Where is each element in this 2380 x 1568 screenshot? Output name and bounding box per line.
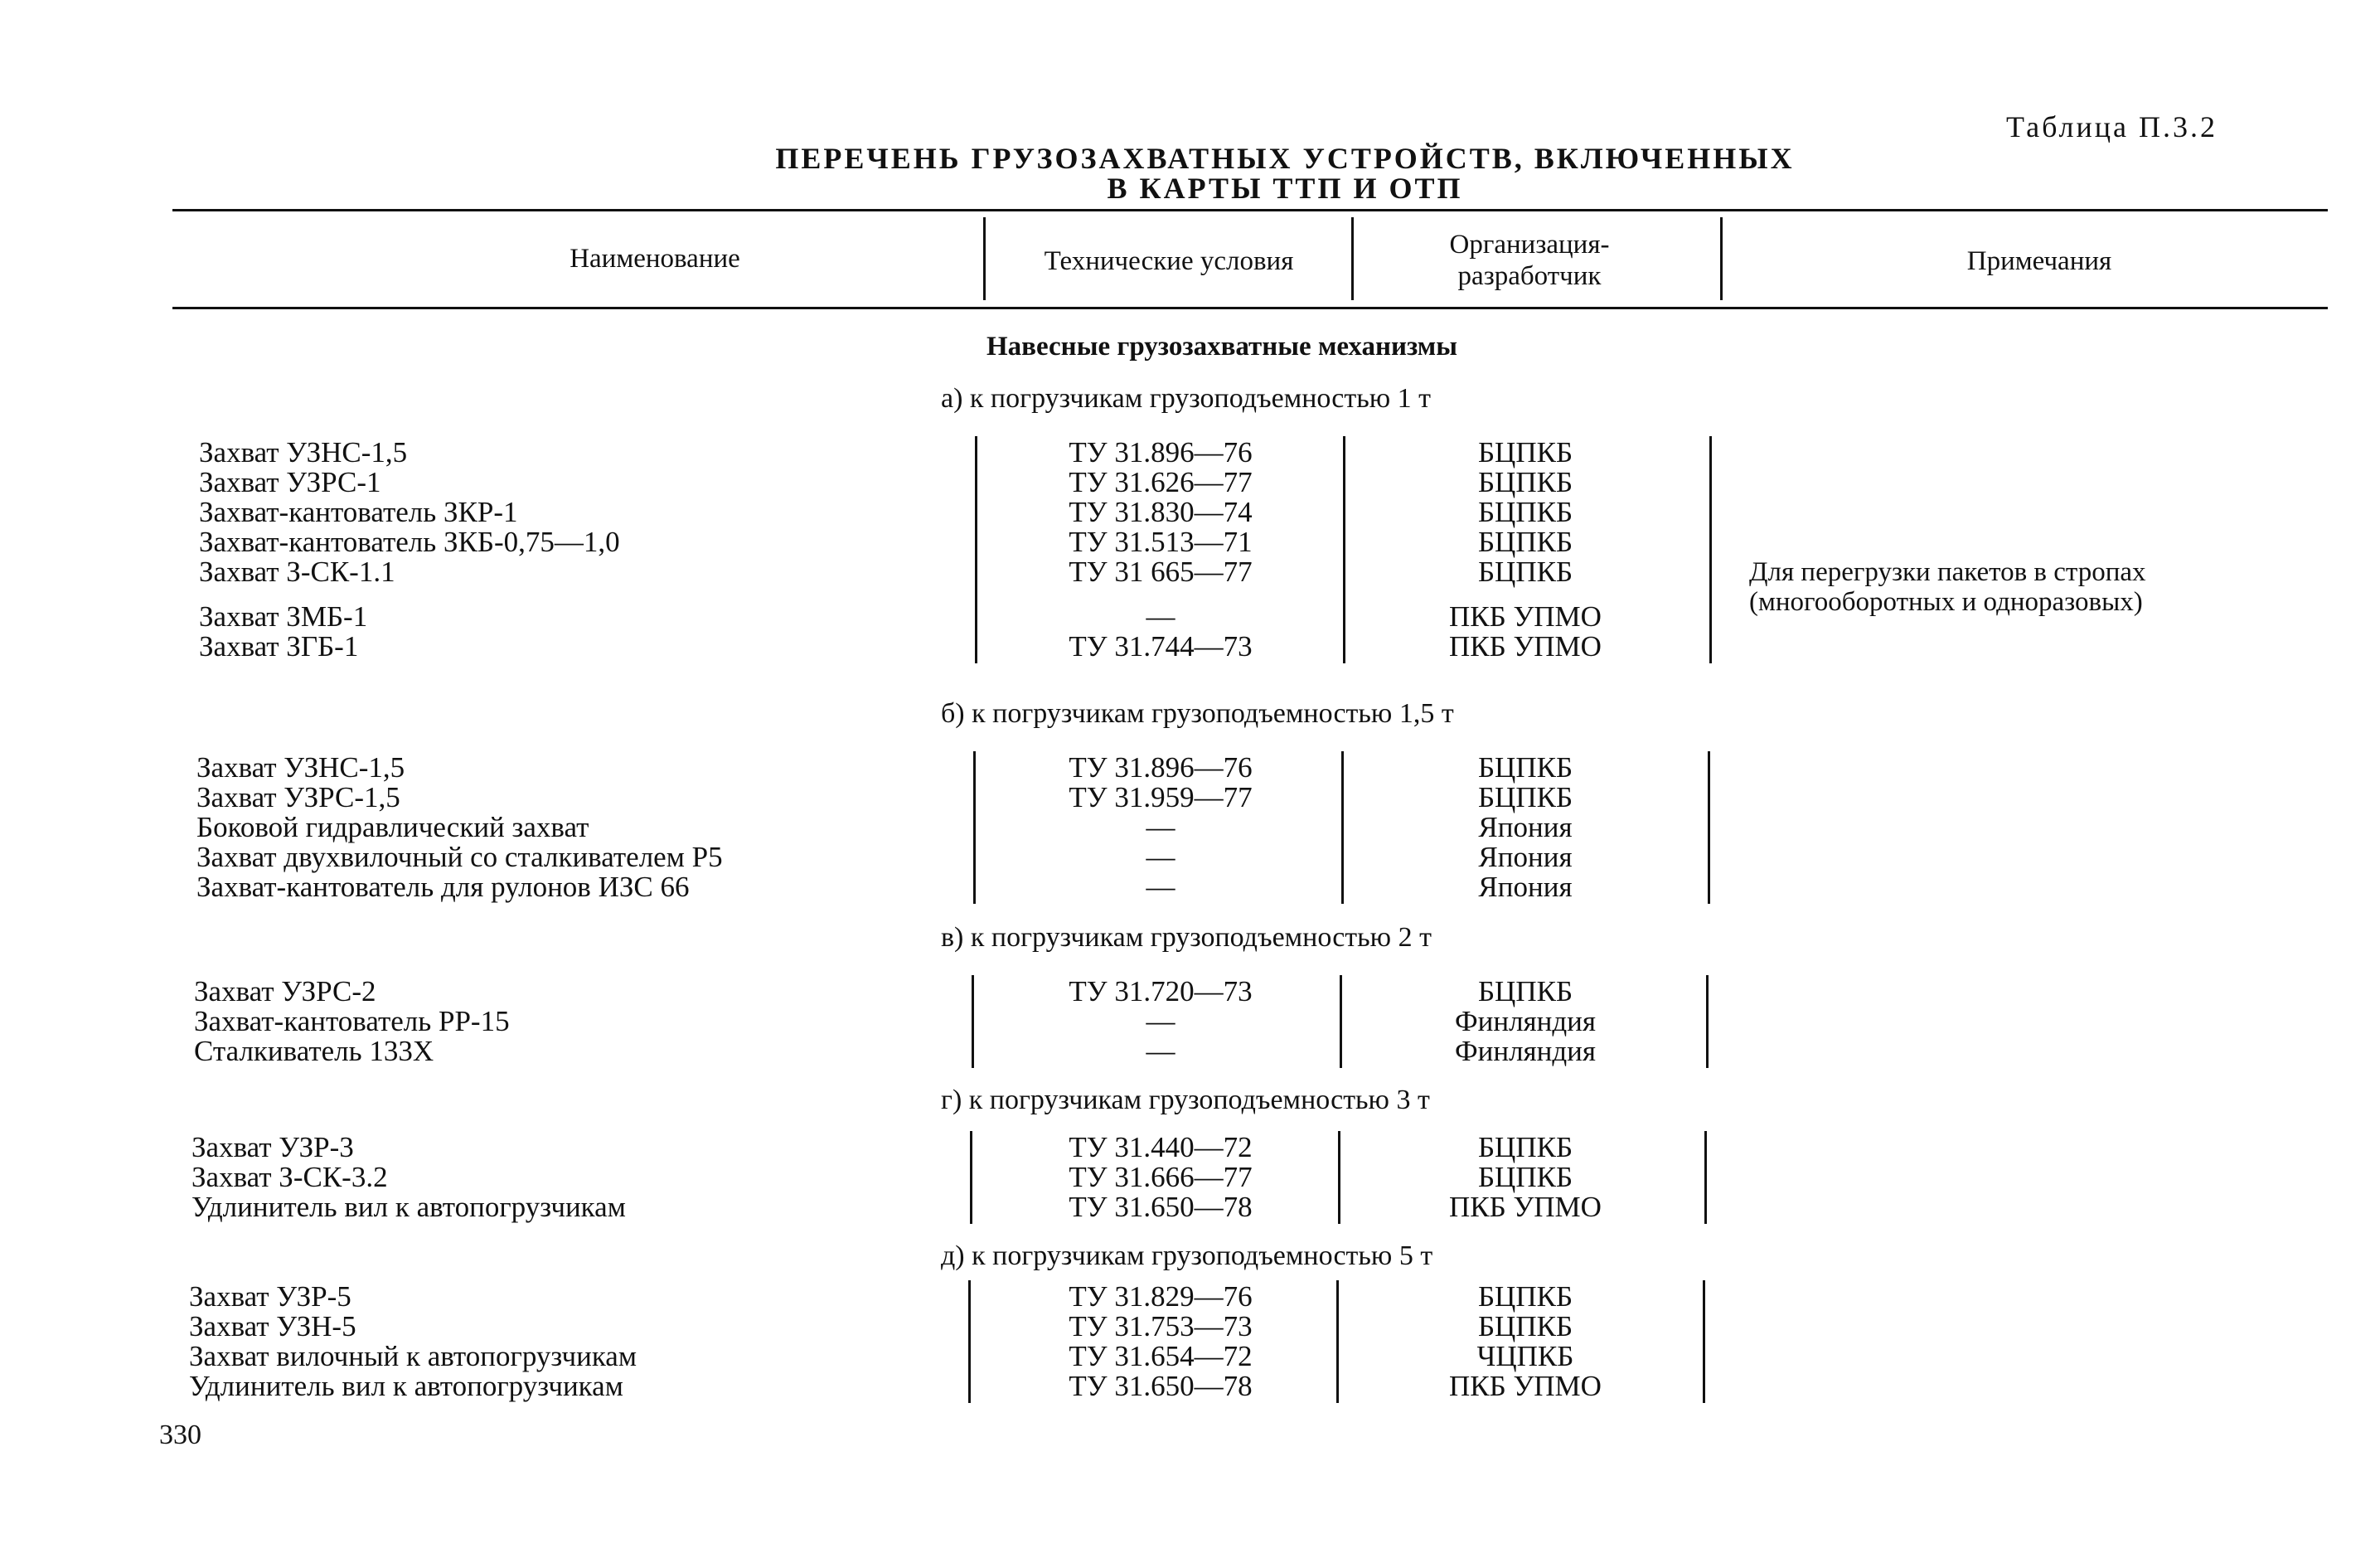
table-label: Таблица П.3.2 [2006,110,2218,143]
item-org: ЧЦПКБ [1476,1340,1574,1372]
column-divider [1351,217,1354,300]
item-org: БЦПКБ [1477,466,1573,498]
item-org: Финляндия [1454,1005,1597,1037]
column-header-name: Наименование [570,244,740,274]
item-spec: ТУ 31 665—77 [1069,556,1253,588]
row-divider [1709,436,1712,663]
item-name: Захват-кантователь ЗКР-1 [199,496,518,528]
item-org: ПКБ УПМО [1449,1191,1602,1223]
item-name: Захват-кантователь РР-15 [194,1005,510,1037]
item-name: Захват УЗН-5 [189,1310,356,1342]
table-title-line2: В КАРТЫ ТТП И ОТП [1107,172,1463,205]
item-org: Япония [1478,841,1573,873]
item-spec: ТУ 31.440—72 [1069,1131,1253,1163]
row-divider [975,436,977,663]
item-org: БЦПКБ [1477,1280,1573,1313]
row-divider [1704,1131,1707,1224]
item-spec: ТУ 31.654—72 [1069,1340,1253,1372]
item-name: Боковой гидравлический захват [196,811,589,843]
row-divider [1336,1280,1339,1403]
item-name: Захват УЗНС-1,5 [196,751,405,784]
note-line1: Для перегрузки пакетов в стропах [1749,557,2146,587]
item-name: Захват-кантователь для рулонов ИЗС 66 [196,871,690,903]
item-name: Захват УЗР-5 [189,1280,351,1313]
item-org: БЦПКБ [1477,781,1573,813]
item-spec: ТУ 31.744—73 [1069,630,1253,663]
item-org: БЦПКБ [1477,436,1573,468]
item-org: Япония [1478,871,1573,903]
group-heading: в) к погрузчикам грузоподъемностью 2 т [941,922,1432,953]
item-org: Финляндия [1454,1035,1597,1067]
item-name: Захват ЗГБ-1 [199,630,359,663]
row-divider [1341,751,1344,904]
group-heading: г) к погрузчикам грузоподъемностью 3 т [941,1085,1430,1115]
column-header-org-line2: разработчик [1457,261,1602,291]
item-spec: — [1146,841,1175,873]
item-org: ПКБ УПМО [1449,600,1602,633]
row-divider [1340,975,1342,1068]
item-name: Захват УЗРС-1 [199,466,381,498]
row-divider [1343,436,1345,663]
item-spec: — [1146,600,1175,633]
page-number: 330 [159,1420,201,1450]
item-org: ПКБ УПМО [1449,1370,1602,1402]
row-divider [968,1280,971,1403]
item-org: БЦПКБ [1477,556,1573,588]
item-spec: ТУ 31.650—78 [1069,1191,1253,1223]
row-divider [972,975,974,1068]
item-spec: ТУ 31.650—78 [1069,1370,1253,1402]
group-heading: б) к погрузчикам грузоподъемностью 1,5 т [941,698,1454,729]
item-name: Захват З-СК-1.1 [199,556,395,588]
row-divider [1708,751,1710,904]
item-name: Захват З-СК-3.2 [191,1161,388,1193]
item-spec: ТУ 31.720—73 [1069,975,1253,1007]
item-name: Захват двухвилочный со сталкивателем Р5 [196,841,723,873]
group-heading: д) к погрузчикам грузоподъемностью 5 т [941,1240,1433,1271]
item-org: БЦПКБ [1477,1161,1573,1193]
row-divider [970,1131,972,1224]
item-spec: ТУ 31.896—76 [1069,751,1253,784]
item-org: БЦПКБ [1477,1310,1573,1342]
item-spec: ТУ 31.829—76 [1069,1280,1253,1313]
item-spec: ТУ 31.896—76 [1069,436,1253,468]
header-bottom-rule [172,307,2328,309]
column-header-spec: Технические условия [1044,246,1294,276]
item-name: Захват вилочный к автопогрузчикам [189,1340,637,1372]
item-name: Захват УЗР-3 [191,1131,354,1163]
row-divider [973,751,976,904]
item-spec: — [1146,811,1175,843]
section-title: Навесные грузозахватные механизмы [986,332,1458,362]
item-spec: — [1146,871,1175,903]
row-divider [1703,1280,1705,1403]
column-header-org-line1: Организация- [1449,230,1610,260]
column-divider [1720,217,1723,300]
item-org: ПКБ УПМО [1449,630,1602,663]
item-name: Удлинитель вил к автопогрузчикам [191,1191,626,1223]
note-line2: (многооборотных и одноразовых) [1749,587,2143,617]
item-spec: ТУ 31.666—77 [1069,1161,1253,1193]
item-org: Япония [1478,811,1573,843]
item-org: БЦПКБ [1477,975,1573,1007]
item-name: Сталкиватель 133Х [194,1035,434,1067]
item-spec: ТУ 31.626—77 [1069,466,1253,498]
item-spec: — [1146,1035,1175,1067]
column-header-note: Примечания [1966,246,2112,276]
item-spec: ТУ 31.753—73 [1069,1310,1253,1342]
item-org: БЦПКБ [1477,751,1573,784]
item-name: Захват-кантователь ЗКБ-0,75—1,0 [199,526,620,558]
item-name: Захват УЗНС-1,5 [199,436,408,468]
row-divider [1338,1131,1340,1224]
column-divider [983,217,986,300]
item-name: Захват УЗРС-1,5 [196,781,400,813]
item-org: БЦПКБ [1477,526,1573,558]
item-spec: ТУ 31.513—71 [1069,526,1253,558]
header-top-rule [172,209,2328,211]
item-spec: — [1146,1005,1175,1037]
item-name: Удлинитель вил к автопогрузчикам [189,1370,623,1402]
table-title-line1: ПЕРЕЧЕНЬ ГРУЗОЗАХВАТНЫХ УСТРОЙСТВ, ВКЛЮЧЕННЫХ [775,142,1795,175]
group-heading: а) к погрузчикам грузоподъемностью 1 т [941,383,1431,414]
item-name: Захват ЗМБ-1 [199,600,368,633]
row-divider [1706,975,1709,1068]
item-spec: ТУ 31.830—74 [1069,496,1253,528]
item-org: БЦПКБ [1477,496,1573,528]
item-name: Захват УЗРС-2 [194,975,376,1007]
item-org: БЦПКБ [1477,1131,1573,1163]
item-spec: ТУ 31.959—77 [1069,781,1253,813]
